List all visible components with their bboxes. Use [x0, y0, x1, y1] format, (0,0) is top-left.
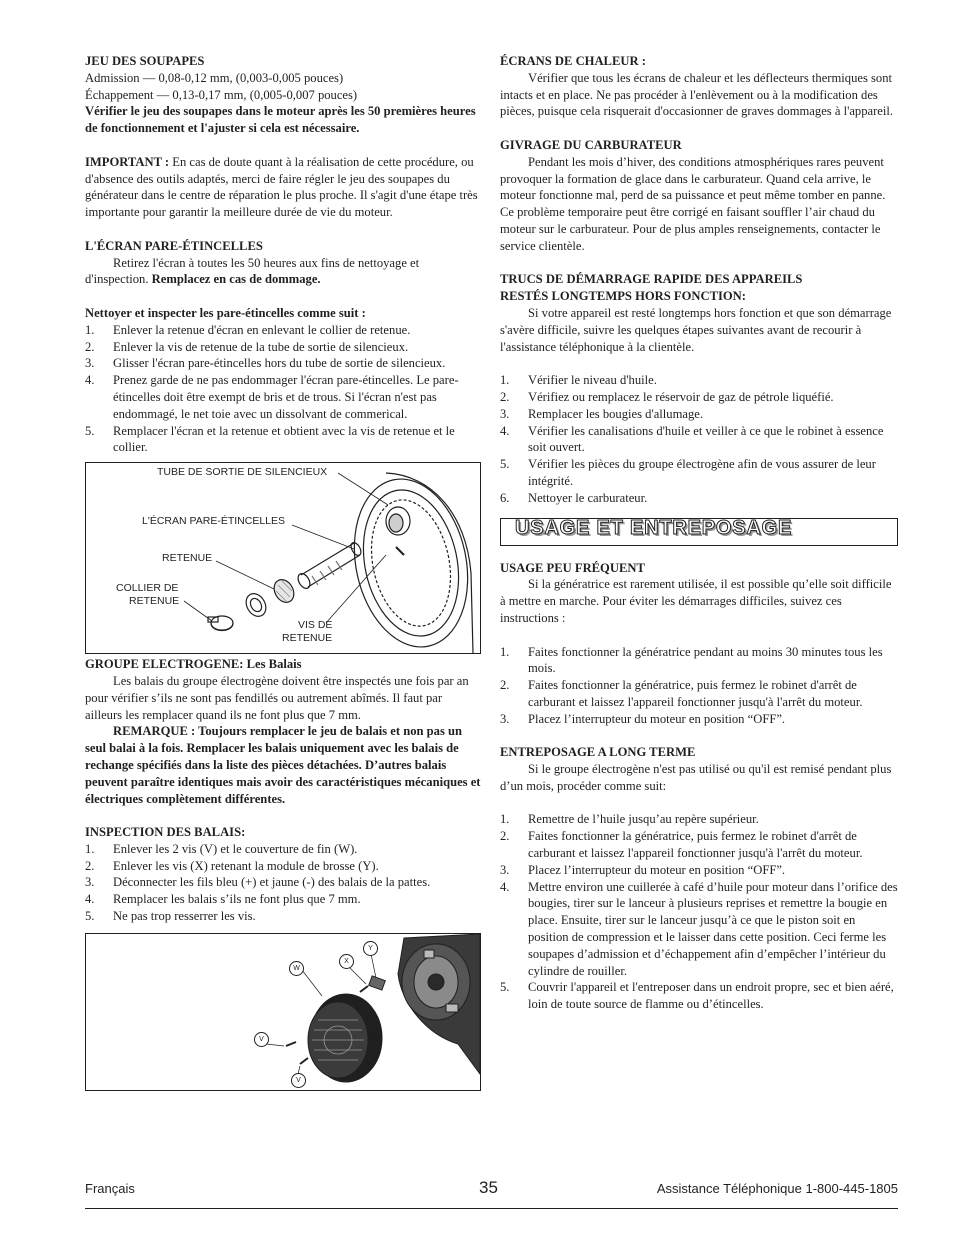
page-footer — [85, 1178, 898, 1209]
list-item — [500, 423, 898, 457]
infrequent-use-heading: USAGE PEU FRÉQUENT — [500, 560, 645, 575]
list-item — [85, 858, 481, 875]
list-item — [500, 828, 898, 862]
label-collar-line2: RETENUE — [129, 595, 180, 608]
left-column — [85, 53, 481, 1091]
list-item — [500, 711, 898, 728]
label-retainer: RETENUE — [162, 552, 213, 565]
label-exhaust-tube: TUBE DE SORTIE DE SILENCIEUX — [157, 466, 328, 479]
step-number: 6. — [500, 490, 510, 505]
step-text: Enlever la vis de retenue de la tube de sortie de silencieux. — [113, 339, 409, 354]
step-text: Vérifiez ou remplacez le réservoir de gaz de pétrole liquéfié. — [528, 389, 834, 404]
brushes-text: Les balais du groupe électrogène doivent être inspectés une fois par an pour vérifier s’ils ne sont pas fendillés ou autrement abîmés. Il faut par ailleurs les remplacer quand ils ne font plus que 7 mm. — [85, 673, 469, 722]
long-term-storage-text: Si le groupe électrogène n'est pas utilisé ou qu'il est remisé pendant plus d’un mois, procéder comme suit: — [500, 762, 892, 793]
carburetor-icing-heading: GIVRAGE DU CARBURATEUR — [500, 137, 682, 152]
step-number: 3. — [500, 862, 510, 877]
step-number: 3. — [500, 406, 510, 421]
clean-inspect-heading: Nettoyer et inspecter les pare-étincelles comme suit : — [85, 305, 366, 320]
callout-y: Y — [363, 941, 378, 956]
step-text: Placez l’interrupteur du moteur en position “OFF”. — [528, 862, 786, 877]
step-number: 4. — [85, 892, 95, 907]
storage-steps-list — [500, 811, 898, 1013]
heat-shields-text: Vérifier que tous les écrans de chaleur et les déflecteurs thermiques sont intacts et en place. Ne pas procéder à l'enlèvement ou à la modification des pièces, puisque cela risquerait d'occasionner de graves dommages à l'appareil. — [500, 70, 894, 119]
section-title-box — [500, 518, 898, 546]
right-column — [500, 53, 898, 1013]
important-note — [85, 154, 481, 221]
step-number: 4. — [85, 373, 95, 388]
step-number: 4. — [500, 423, 510, 438]
list-item — [500, 979, 898, 1013]
quick-start-text: Si votre appareil est resté longtemps hors fonction et que son démarrage s'avère difficile, suivre les quelques étapes suivantes avant de recourir à l'assistance téléphonique à la clientèle. — [500, 305, 892, 354]
list-item — [85, 841, 481, 858]
callout-v-bottom: V — [291, 1073, 306, 1088]
brush-inspection-heading: INSPECTION DES BALAIS: — [85, 825, 246, 840]
step-number: 1. — [85, 322, 95, 337]
step-text: Placez l’interrupteur du moteur en position “OFF”. — [528, 711, 786, 726]
step-number: 1. — [500, 373, 510, 388]
step-number: 4. — [500, 879, 510, 894]
quick-start-heading-line2: RESTÉS LONGTEMPS HORS FONCTION: — [500, 289, 746, 304]
list-item — [500, 879, 898, 980]
list-item — [500, 490, 898, 507]
step-number: 1. — [500, 812, 510, 827]
brushes-note: REMARQUE : Toujours remplacer le jeu de balais et non pas un seul balai à la fois. Remplacer les balais uniquement avec les balais de rechange spécifiés dans la liste des pièces détachées. D’autres balais peuvent paraître identiques mais avoir des caractéristiques mécaniques et électriques complètement différentes. — [85, 724, 481, 806]
list-item — [500, 677, 898, 711]
step-number: 2. — [500, 389, 510, 404]
step-text: Faites fonctionner la génératrice pendant au moins 30 minutes tous les mois. — [528, 644, 883, 676]
step-number: 1. — [85, 841, 95, 856]
carburetor-icing-text: Pendant les mois d’hiver, des conditions atmosphériques rares peuvent provoquer la formation de glace dans le carburateur. Quand cela arrive, le moteur fonctionne mal, perd de sa puissance et peut même tomber en panne. Ce problème temporaire peut être corrigé en faisant souffler l’air chaud du moteur sur le carburateur. Pour de plus amples renseignements, contacter le service clientèle. — [500, 154, 886, 253]
label-collar-line1: COLLIER DE — [116, 582, 179, 595]
page-number: 35 — [479, 1178, 498, 1197]
infrequent-steps-list — [500, 644, 898, 728]
step-text: Enlever les 2 vis (V) et le couverture de fin (W). — [113, 841, 358, 856]
step-number: 5. — [500, 980, 510, 995]
step-text: Faites fonctionner la génératrice, puis fermez le robinet d'arrêt de carburant et laissez l'appareil fonctionner jusqu'à l'arrêt du moteur. — [528, 829, 863, 861]
important-label: IMPORTANT : — [85, 154, 170, 169]
step-text: Vérifier les pièces du groupe électrogène afin de vous assurer de leur intégrité. — [528, 457, 876, 488]
list-item — [85, 908, 481, 925]
quick-start-heading-line1: TRUCS DE DÉMARRAGE RAPIDE DES APPAREILS — [500, 272, 803, 287]
valve-clearance-heading: JEU DES SOUPAPES — [85, 54, 205, 68]
step-text: Prenez garde de ne pas endommager l'écran pare-étincelles. Le pare-étincelles doit être exempt de bris et de trous. Si l'écran n'est pas endommagé, le net toie avec un dissolvant de commerical. — [113, 373, 459, 421]
spark-arrester-figure — [85, 462, 481, 654]
spark-arrester-illustration — [86, 463, 480, 653]
footer-language: Français — [85, 1181, 135, 1196]
callout-w: W — [289, 961, 304, 976]
brushes-heading: GROUPE ELECTROGENE: Les Balais — [85, 657, 302, 672]
list-item — [85, 322, 481, 339]
section-title: USAGE ET ENTREPOSAGE — [515, 516, 793, 539]
step-number: 2. — [85, 858, 95, 873]
list-item — [85, 372, 481, 422]
important-text: En cas de doute quant à la réalisation de cette procédure, ou d'absence des outils adaptés, merci de faire régler le jeu des soupapes du générateur dans le centre de réparation le plus proche. Il s'agit d'une étape très importante pour garantir la meilleure durée de vie du moteur. — [85, 154, 478, 220]
step-text: Enlever les vis (X) retenant la module de brosse (Y). — [113, 858, 379, 873]
list-item — [85, 423, 481, 457]
list-item — [500, 862, 898, 879]
clean-steps-list — [85, 322, 481, 456]
step-text: Nettoyer le carburateur. — [528, 490, 648, 505]
step-text: Remplacer l'écran et la retenue et obtient avec la vis de retenue et le collier. — [113, 423, 455, 455]
step-text: Remplacer les bougies d'allumage. — [528, 406, 704, 421]
spark-arrester-text — [85, 255, 481, 289]
callout-x: X — [339, 954, 354, 969]
callout-v-top: V — [254, 1032, 269, 1047]
step-number: 2. — [500, 829, 510, 844]
footer-hotline: Assistance Téléphonique 1-800-445-1805 — [656, 1181, 898, 1196]
list-item — [500, 811, 898, 828]
spark-arrester-heading: L'ÉCRAN PARE-ÉTINCELLES — [85, 238, 263, 253]
long-term-storage-heading: ENTREPOSAGE A LONG TERME — [500, 745, 696, 760]
step-number: 3. — [85, 875, 95, 890]
spark-arrester-warning: Remplacez en cas de dommage. — [151, 272, 321, 287]
list-item — [500, 406, 898, 423]
step-number: 5. — [85, 423, 95, 438]
label-screw-line2: RETENUE — [282, 632, 333, 645]
list-item — [500, 389, 898, 406]
list-item — [85, 355, 481, 372]
infrequent-use-text: Si la génératrice est rarement utilisée, il est possible qu’elle soit difficile à mettre en marche. Pour éviter les démarrages difficiles, suivez ces instructions : — [500, 577, 892, 625]
heat-shields-heading: ÉCRANS DE CHALEUR : — [500, 54, 646, 68]
inspect-steps-list — [85, 841, 481, 925]
step-text: Glisser l'écran pare-étincelles hors du tube de sortie de silencieux. — [113, 356, 446, 371]
step-text: Couvrir l'appareil et l'entreposer dans un endroit propre, sec et bien aéré, loin de toute source de flamme ou d’étincelles. — [528, 980, 894, 1012]
spark-arrester-body: Retirez l'écran à toutes les 50 heures aux fins de nettoyage et d'inspection. — [85, 255, 420, 287]
step-number: 5. — [500, 457, 510, 472]
list-item — [500, 644, 898, 678]
label-screw-line1: VIS DE — [298, 619, 333, 632]
step-text: Vérifier le niveau d'huile. — [528, 373, 657, 388]
step-number: 1. — [500, 644, 510, 659]
step-text: Faites fonctionner la génératrice, puis fermez le robinet d'arrêt de carburant et laissez l'appareil fonctionner jusqu'à l'arrêt du moteur. — [528, 678, 863, 709]
step-number: 5. — [85, 909, 95, 924]
list-item — [500, 456, 898, 490]
step-text: Ne pas trop resserrer les vis. — [113, 909, 256, 924]
label-spark-screen: L'ÉCRAN PARE-ÉTINCELLES — [142, 515, 286, 528]
valve-intake-spec: Admission — 0,08-0,12 mm, (0,003-0,005 pouces) — [85, 70, 344, 85]
step-number: 2. — [85, 339, 95, 354]
step-number: 2. — [500, 678, 510, 693]
list-item — [85, 874, 481, 891]
step-text: Déconnecter les fils bleu (+) et jaune (-) des balais de la pattes. — [113, 875, 431, 890]
step-number: 3. — [85, 356, 95, 371]
step-text: Remettre de l’huile jusqu’au repère supérieur. — [528, 812, 759, 827]
list-item — [85, 339, 481, 356]
step-text: Mettre environ une cuillerée à café d’huile pour moteur dans l’orifice des bougies, tirer sur le lanceur à plusieurs reprises et remettre la bougie en place. Ensuite, tirer sur le lanceur jusqu’à ce que le piston soit en position de compression et le laisser dans cette position. Ceci ferme les soupapes d’admission et d’échappement afin d’empêcher l’intérieur du cylindre de rouiller. — [528, 879, 898, 978]
step-number: 3. — [500, 711, 510, 726]
quick-start-steps-list — [500, 372, 898, 506]
step-text: Remplacer les balais s’ils ne font plus que 7 mm. — [113, 892, 361, 907]
list-item — [85, 891, 481, 908]
step-text: Enlever la retenue d'écran en enlevant le collier de retenue. — [113, 322, 411, 337]
valve-exhaust-spec: Échappement — 0,13-0,17 mm, (0,005-0,007 pouces) — [85, 87, 358, 102]
list-item — [500, 372, 898, 389]
valve-check-instruction: Vérifier le jeu des soupapes dans le moteur après les 50 premières heures de fonctionnement et l'ajuster si cela est nécessaire. — [85, 104, 476, 136]
brush-assembly-illustration — [86, 934, 480, 1090]
step-text: Vérifier les canalisations d'huile et veiller à ce que le robinet à essence soit ouvert. — [528, 423, 884, 455]
brush-inspection-figure — [85, 933, 481, 1091]
